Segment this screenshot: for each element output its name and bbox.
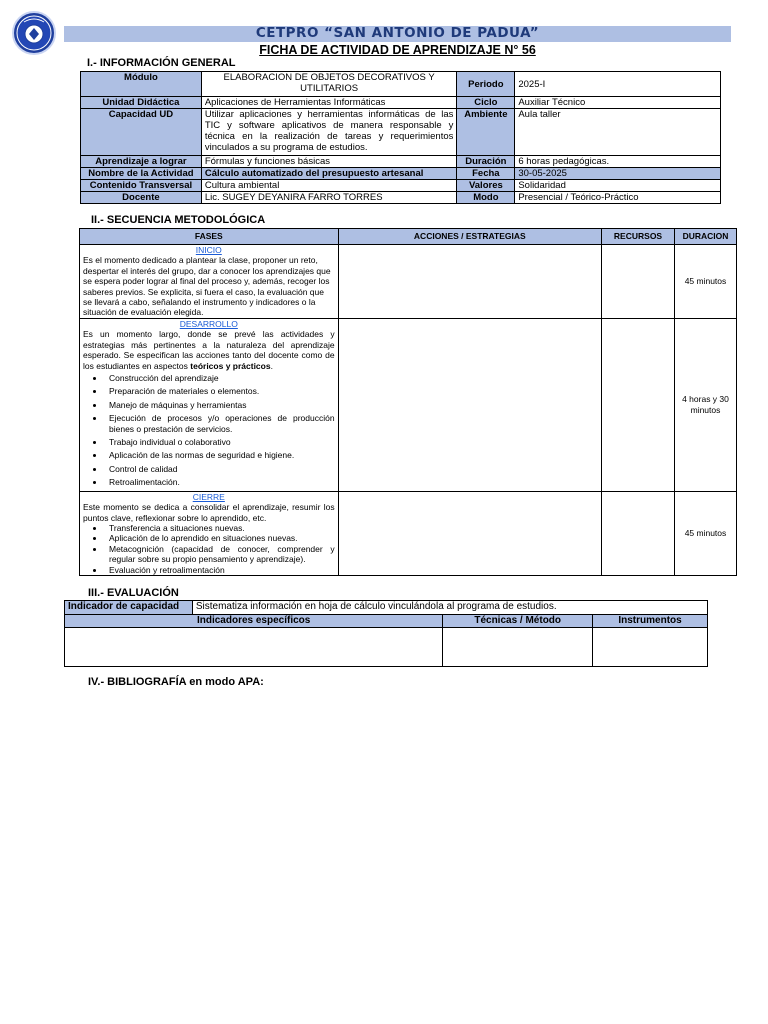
- methodology-table: [79, 228, 737, 576]
- info-label: Capacidad UD: [81, 109, 202, 156]
- info-label-2: Valores: [457, 180, 515, 192]
- phase-description: [83, 329, 335, 371]
- column-header-tecnicas: Técnicas / Método: [443, 615, 593, 628]
- list-item: • Aplicación de las normas de seguridad e higiene.: [105, 450, 335, 460]
- info-row-aprendizaje: [81, 156, 721, 168]
- list-item: • Trabajo individual o colaborativo: [105, 437, 335, 447]
- phase-link-inicio[interactable]: INICIO: [195, 245, 222, 255]
- list-item: • Manejo de máquinas y herramientas: [105, 400, 335, 410]
- column-header-instrumentos: Instrumentos: [593, 615, 708, 628]
- info-row-modulo: [81, 72, 721, 97]
- list-item: • Construcción del aprendizaje: [105, 373, 335, 383]
- institution-name: CETPRO “SAN ANTONIO DE PADUA”: [255, 25, 540, 41]
- column-header-fases: FASES: [80, 229, 339, 245]
- phase-description: Este momento se dedica a consolidar el aprendizaje, resumir los puntos clave, reflexionar sobre lo aprendido, etc.: [83, 502, 335, 523]
- column-header-recursos: RECURSOS: [602, 229, 675, 245]
- list-item: • Metacognición (capacidad de conocer, comprender y regular sobre su propio pensamiento y aprendizaje).: [105, 544, 335, 565]
- info-value: Cultura ambiental: [201, 180, 457, 192]
- actions-cell: [338, 491, 601, 575]
- info-label: Aprendizaje a lograr: [81, 156, 202, 168]
- general-info-table: [80, 71, 721, 204]
- list-item: • Preparación de materiales o elementos.: [105, 386, 335, 396]
- phase-cell-desarrollo: [80, 319, 339, 492]
- list-item: • Ejecución de procesos y/o operaciones de producción bienes o prestación de servicios.: [105, 413, 335, 434]
- phase-cell-inicio: [80, 245, 339, 319]
- info-label-2: Periodo: [457, 72, 515, 97]
- techniques-cell[interactable]: [443, 628, 593, 667]
- info-value: Cálculo automatizado del presupuesto artesanal: [201, 168, 457, 180]
- phase-link-desarrollo[interactable]: DESARROLLO: [179, 319, 238, 329]
- list-item: • Aplicación de lo aprendido en situaciones nuevas.: [105, 533, 335, 543]
- list-item: • Transferencia a situaciones nuevas.: [105, 523, 335, 533]
- info-row-actividad: [81, 168, 721, 180]
- list-item: • Retroalimentación.: [105, 477, 335, 487]
- list-item: • Evaluación y retroalimentación: [105, 565, 335, 575]
- indicators-cell[interactable]: [65, 628, 443, 667]
- list-item: • Control de calidad: [105, 464, 335, 474]
- phase-row-cierre: [80, 491, 737, 575]
- column-header-duracion: DURACION: [674, 229, 736, 245]
- info-label: Unidad Didáctica: [81, 97, 202, 109]
- info-value: Utilizar aplicaciones y herramientas informáticas de las TIC y software aplicativos de manera responsable y técnica en la realización de tareas y requerimientos vinculados a su programa de estudios.: [201, 109, 457, 156]
- evaluation-header-row: [65, 615, 708, 628]
- desarrollo-list: [83, 373, 335, 488]
- info-value: Aplicaciones de Herramientas Informáticas: [201, 97, 457, 109]
- phase-row-desarrollo: [80, 319, 737, 492]
- evaluation-table: [64, 600, 708, 667]
- description-text: Es un momento largo, donde se prevé las actividades y estrategias más pertinentes a la naturaleza del aprendizaje esperado. Se especifican las acciones tanto del docente como de los estudiantes en aspectos: [83, 329, 335, 371]
- section-1-title: I.- INFORMACIÓN GENERAL: [87, 57, 236, 69]
- duration-cell: 45 minutos: [674, 245, 736, 319]
- info-label-2: Fecha: [457, 168, 515, 180]
- info-label: Contenido Transversal: [81, 180, 202, 192]
- actions-cell: [338, 245, 601, 319]
- indicator-row: [65, 601, 708, 615]
- info-value-2: Presencial / Teórico-Práctico: [515, 192, 721, 204]
- info-value: ELABORACION DE OBJETOS DECORATIVOS Y UTILITARIOS: [201, 72, 457, 97]
- actions-cell: [338, 319, 601, 492]
- info-label-2: Ciclo: [457, 97, 515, 109]
- info-label-2: Duración: [457, 156, 515, 168]
- info-label: Nombre de la Actividad: [81, 168, 202, 180]
- duration-cell: 45 minutos: [674, 491, 736, 575]
- instruments-cell[interactable]: [593, 628, 708, 667]
- phase-cell-cierre: [80, 491, 339, 575]
- resources-cell: [602, 319, 675, 492]
- evaluation-data-row: [65, 628, 708, 667]
- section-4-title: IV.- BIBLIOGRAFÍA en modo APA:: [88, 676, 264, 688]
- info-value-2: Auxiliar Técnico: [515, 97, 721, 109]
- indicator-label: Indicador de capacidad: [65, 601, 193, 615]
- resources-cell: [602, 245, 675, 319]
- info-label: Docente: [81, 192, 202, 204]
- info-value-2: 6 horas pedagógicas.: [515, 156, 721, 168]
- info-value: Fórmulas y funciones básicas: [201, 156, 457, 168]
- info-row-docente: [81, 192, 721, 204]
- phase-row-inicio: [80, 245, 737, 319]
- info-value-2: 30-05-2025: [515, 168, 721, 180]
- form-title: FICHA DE ACTIVIDAD DE APRENDIZAJE N° 56: [259, 43, 536, 57]
- methodology-header-row: [80, 229, 737, 245]
- resources-cell: [602, 491, 675, 575]
- duration-cell: 4 horas y 30 minutos: [674, 319, 736, 492]
- column-header-acciones: ACCIONES / ESTRATEGIAS: [338, 229, 601, 245]
- info-value-2: Aula taller: [515, 109, 721, 156]
- info-row-unidad: [81, 97, 721, 109]
- info-row-transversal: [81, 180, 721, 192]
- info-label: Módulo: [81, 72, 202, 97]
- info-value-2: Solidaridad: [515, 180, 721, 192]
- institution-logo: [12, 11, 56, 55]
- cierre-list: [83, 523, 335, 575]
- info-label-2: Modo: [457, 192, 515, 204]
- description-end: .: [270, 360, 273, 371]
- column-header-indicadores: Indicadores específicos: [65, 615, 443, 628]
- info-value-2: 2025-I: [515, 72, 721, 97]
- section-2-title: II.- SECUENCIA METODOLÓGICA: [91, 214, 266, 226]
- phase-link-cierre[interactable]: CIERRE: [192, 491, 225, 502]
- info-value: Lic. SUGEY DEYANIRA FARRO TORRES: [201, 192, 457, 204]
- indicator-value: Sistematiza información en hoja de cálculo vinculándola al programa de estudios.: [192, 601, 707, 615]
- description-bold: teóricos y prácticos: [190, 360, 271, 371]
- section-3-title: III.- EVALUACIÓN: [88, 587, 179, 599]
- info-label-2: Ambiente: [457, 109, 515, 156]
- info-row-capacidad: [81, 109, 721, 156]
- phase-description: Es el momento dedicado a plantear la clase, proponer un reto, despertar el interés del grupo, dar a conocer los aprendizajes que se espera poder lograr al final del proceso y, además, recoger los saberes previos. Se explicita, si fuera el caso, la evaluación que se llevará a cabo, señalando el instrumento y indicadores o la situación de evaluación elegida.: [83, 255, 331, 318]
